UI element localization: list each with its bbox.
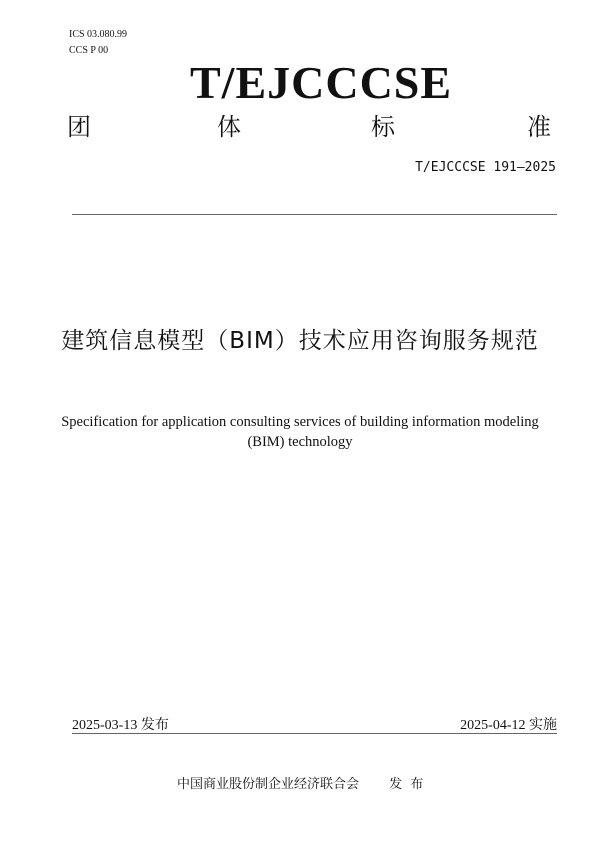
effective-date: 2025-04-12 实施 [460, 718, 557, 733]
standard-type-char: 准 [527, 113, 551, 141]
top-divider [72, 214, 557, 215]
publisher-name: 中国商业股份制企业经济联合会 [177, 777, 360, 792]
standard-type-char: 团 [67, 113, 91, 141]
standard-type-char: 体 [217, 113, 241, 141]
standard-code: T/EJCCCSE 191—2025 [415, 160, 556, 175]
brand-logo-text: T/EJCCCSE [190, 57, 453, 108]
standard-type-char: 标 [371, 113, 395, 141]
ics-code: ICS 03.080.99 [69, 29, 128, 40]
bottom-divider [72, 733, 557, 734]
publisher-line [177, 773, 425, 792]
title-chinese: 建筑信息模型（BIM）技术应用咨询服务规范 [61, 328, 539, 354]
ccs-code: CCS P 00 [69, 45, 109, 56]
publish-label: 发 布 [389, 777, 426, 792]
title-english: Specification for application consulting services of building information modeling (BIM) technology [61, 414, 539, 450]
release-date: 2025-03-13 发布 [72, 718, 169, 733]
